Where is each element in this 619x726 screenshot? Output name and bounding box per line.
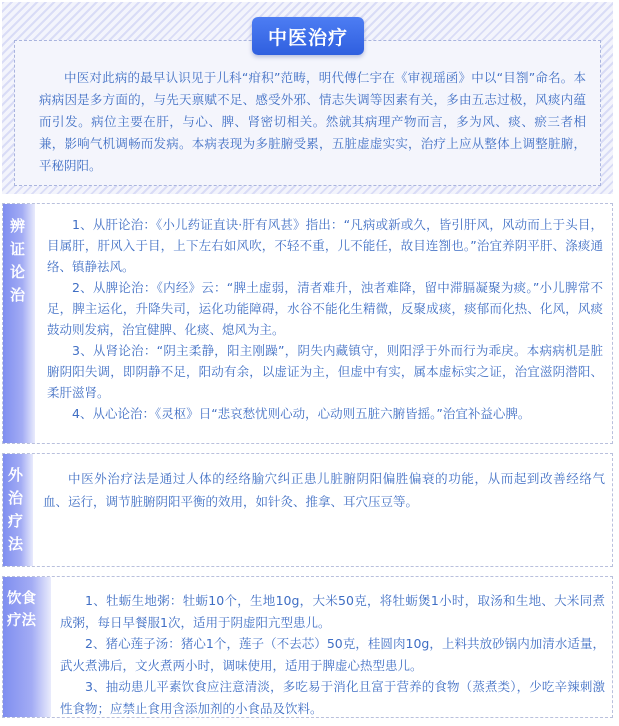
intro-paragraph: 中医对此病的最早认识见于儿科“疳积”范畴，明代傅仁宇在《审视瑶函》中以“目劄”命名。本病病因是多方面的，与先天禀赋不足、感受外邪、情志失调等因素有关，多由五志过极，风痰内蕴而引发。病位主要在肝，与心、脾、肾密切相关。然就其病理产物而言，多为风、痰、瘀三者相兼，影响气机调畅而发病。本病表现为多脏腑受累，五脏虚虚实实，治疗上应从整体上调整脏腑，平秘阴阳。 [39, 70, 586, 173]
paragraph-diet-advice: 3、抽动患儿平素饮食应注意清淡，多吃易于消化且富于营养的食物（蒸煮类），少吃辛辣刺激性食物；应禁止食用含添加剂的小食品及饮料。 [60, 679, 605, 716]
section-label: 辨证论治 [10, 217, 26, 304]
section-label: 外治疗法 [8, 466, 24, 553]
paragraph-kidney: 3、从肾论治：“阴主柔静，阳主刚躁”，阴失内藏镇守，则阳浮于外而行为乖戾。本病病机是脏腑阴阳失调，即阴静不足，阳动有余，以虚证为主，但虚中有实，属本虚标实之证，治宜滋阴潜阳、柔肝滋肾。 [47, 343, 603, 400]
section-label: 饮食疗法 [7, 591, 36, 629]
paragraph-lotus-soup: 2、猪心莲子汤：猪心1个，莲子（不去芯）50克，桂圆肉10g，上料共放砂锅内加清水适量，武火煮沸后，文火煮两小时，调味使用，适用于脾虚心热型患儿。 [60, 636, 605, 673]
header-panel [2, 2, 613, 194]
paragraph-external: 中医外治疗法是通过人体的经络腧穴纠正患儿脏腑阴阳偏胜偏衰的功能，从而起到改善经络气血、运行，调节脏腑阴阳平衡的效用，如针灸、推拿、耳穴压豆等。 [43, 471, 605, 509]
section-diet-therapy [2, 576, 613, 718]
paragraph-liver: 1、从肝论治：《小儿药证直诀·肝有风甚》指出：“凡病或新或久，皆引肝风，风动而上于头目，目属肝，肝风入于目，上下左右如风吹，不轻不重，儿不能任，故目连劄也。”治宜养阴平肝、涤痰通络、镇静祛风。 [47, 217, 603, 274]
intro-text-box [14, 40, 601, 186]
section-side-bar [3, 577, 51, 717]
section-external-therapy [2, 453, 613, 567]
paragraph-heart: 4、从心论治：《灵枢》日“悲哀愁忧则心动，心动则五脏六腑皆摇。”治宜补益心脾。 [72, 406, 531, 421]
page-title: 中医治疗 [252, 17, 364, 55]
section-body [43, 467, 605, 513]
section-syndrome-treatment [2, 203, 613, 444]
paragraph-spleen: 2、从脾论治：《内经》云：“脾土虚弱，清者难升，浊者难降，留中滞膈凝聚为痰。”小儿脾常不足，脾主运化，升降失司，运化功能障碍，水谷不能化生精微，反聚成痰，痰郁而化热、化风，风痰鼓动则发病，治宜健脾、化痰、熄风为主。 [47, 280, 603, 337]
section-side-bar [3, 204, 35, 443]
section-side-bar [3, 454, 33, 566]
paragraph-oyster-porridge: 1、牡蛎生地粥：牡蛎10个，生地10g，大米50克，将牡蛎煲1小时，取汤和生地、大米同煮成粥，每日早餐服1次，适用于阴虚阳亢型患儿。 [60, 593, 605, 630]
section-body [47, 214, 603, 424]
section-body [60, 590, 605, 719]
